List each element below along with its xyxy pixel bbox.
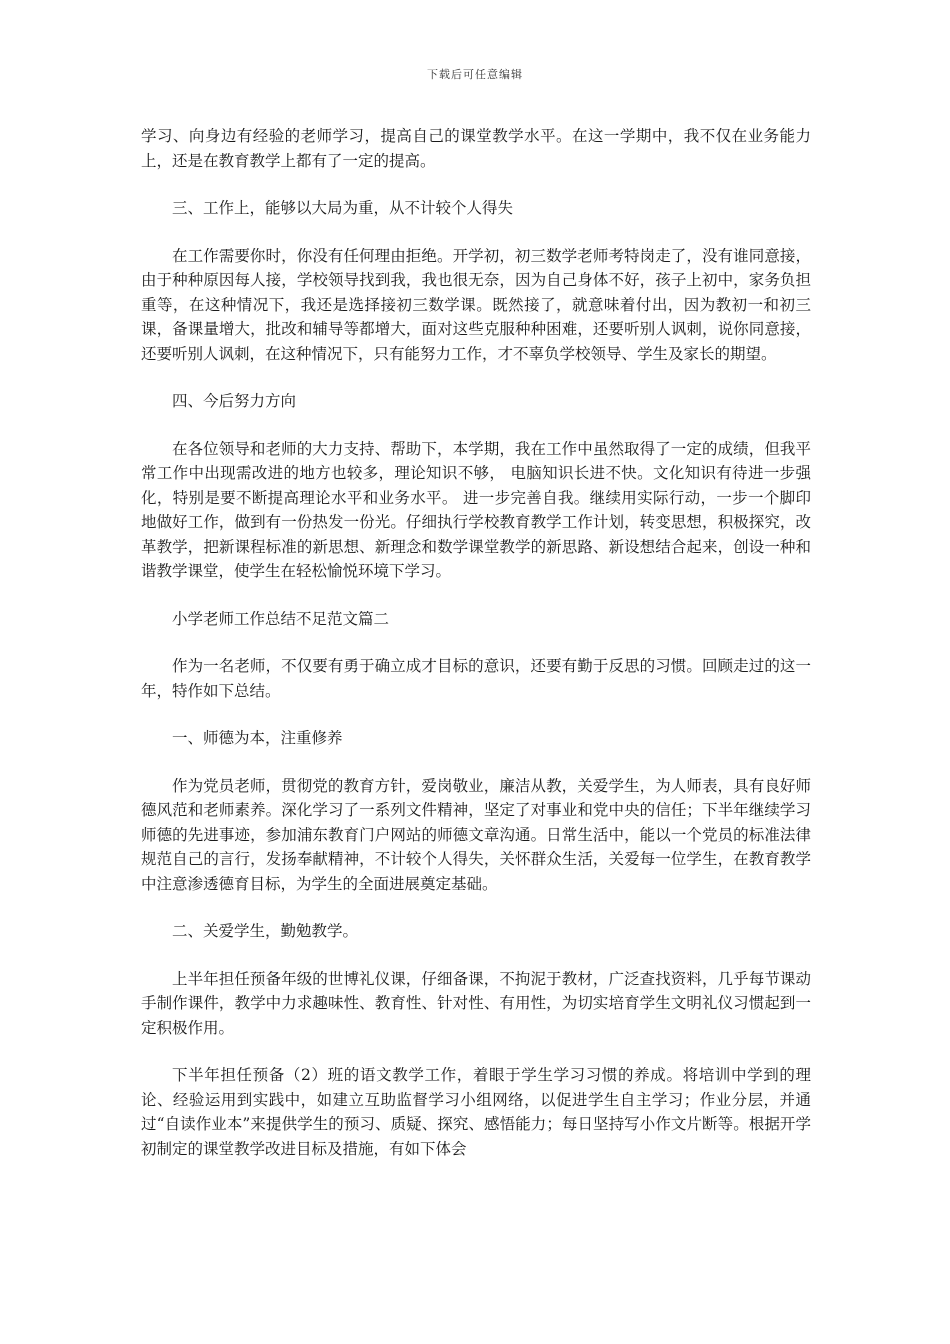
section-heading-1: 一、师德为本，注重修养: [172, 729, 343, 747]
paragraph: 在工作需要你时，你没有任何理由拒绝。开学初，初三数学老师考特岗走了，没有谁同意接，由于种种原因每人接，学校领导找到我，我也很无奈，因为自己身体不好，孩子上初中，家务负担重等，在这种情况下，我还是选择接初三数学课。既然接了，就意味着付出，因为教初一和初三课，备课量增大，批改和辅导等都增大，面对这些克服种种困难，还要听别人讽刺，说你同意接，还要听别人讽刺，在这种情况下，只有能努力工作，才不辜负学校领导、学生及家长的期望。: [141, 246, 811, 363]
paragraph: 作为一名老师，不仅要有勇于确立成才目标的意识，还要有勤于反思的习惯。回顾走过的这一年，特作如下总结。: [141, 657, 811, 700]
section-heading-3: 三、工作上，能够以大局为重，从不计较个人得失: [172, 199, 514, 217]
paragraph: 下半年担任预备（2）班的语文教学工作，着眼于学生学习习惯的养成。将培训中学到的理论、经验运用到实践中，如建立互助监督学习小组网络，以促进学生自主学习；作业分层，并通过“自读作业本”来提供学生的预习、质疑、探究、感悟能力；每日坚持写小作文片断等。根据开学初制定的课堂教学改进目标及措施，有如下体会: [141, 1066, 811, 1158]
section-heading-4: 四、今后努力方向: [172, 392, 297, 410]
paragraph-continuation: 学习、向身边有经验的老师学习，提高自己的课堂教学水平。在这一学期中，我不仅在业务能力上，还是在教育教学上都有了一定的提高。: [141, 127, 811, 170]
paragraph: 作为党员老师，贯彻党的教育方针，爱岗敬业，廉洁从教，关爱学生，为人师表，具有良好师德风范和老师素养。深化学习了一系列文件精神，坚定了对事业和党中央的信任；下半年继续学习师德的先进事迹，参加浦东教育门户网站的师德文章沟通。日常生活中，能以一个党员的标准法律规范自己的言行，发扬奉献精神，不计较个人得失，关怀群众生活，关爱每一位学生，在教育教学中注意渗透德育目标，为学生的全面进展奠定基础。: [141, 776, 811, 893]
page-header: 下载后可任意编辑: [427, 68, 523, 81]
article-title: 小学老师工作总结不足范文篇二: [172, 609, 390, 628]
section-heading-2: 二、关爱学生，勤勉教学。: [172, 922, 359, 940]
paragraph: 在各位领导和老师的大力支持、帮助下，本学期，我在工作中虽然取得了一定的成绩，但我平常工作中出现需改进的地方也较多，理论知识不够， 电脑知识长进不快。文化知识有待进一步强化，特别是要不断提高理论水平和业务水平。 进一步完善自我。继续用实际行动，一步一个脚印地做好工作，做到有一份热发一份光。仔细执行学校教育教学工作计划，转变思想，积极探究，改革教学，把新课程标准的新思想、新理念和数学课堂教学的新思路、新设想结合起来，创设一种和谐教学课堂，使学生在轻松愉悦环境下学习。: [141, 439, 811, 580]
paragraph: 上半年担任预备年级的世博礼仪课，仔细备课，不拘泥于教材，广泛查找资料，几乎每节课动手制作课件，教学中力求趣味性、教育性、针对性、有用性，为切实培育学生文明礼仪习惯起到一定积极作用。: [141, 969, 811, 1037]
document-body: [141, 124, 811, 1184]
